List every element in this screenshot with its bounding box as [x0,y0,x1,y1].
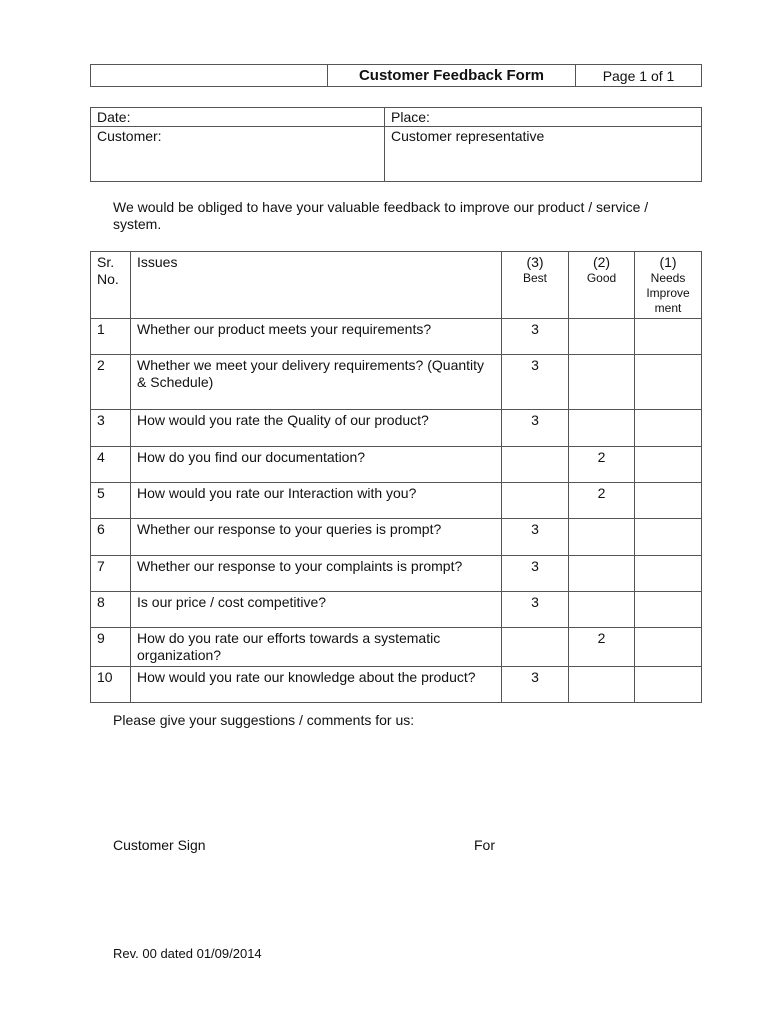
info-block [90,107,702,182]
intro-text: We would be obliged to have your valuable feedback to improve our product / service / system. [113,199,649,232]
good-rating-cell[interactable] [569,355,635,410]
suggestions-label: Please give your suggestions / comments for us: [113,712,415,728]
table-row [91,556,702,592]
table-row [91,410,702,447]
good-rating-cell[interactable] [569,556,635,592]
customer-sign-label: Customer Sign [113,837,206,853]
issue-text: Whether our response to your complaints is prompt? [131,556,502,592]
good-rating-cell[interactable] [569,319,635,355]
best-rating-cell[interactable]: 3 [502,410,569,447]
row-number: 5 [91,483,131,519]
best-rating-cell[interactable]: 3 [502,592,569,628]
good-rating-cell[interactable] [569,410,635,447]
issues-header: Issues [131,252,502,319]
best-header [502,252,569,319]
table-row [91,355,702,410]
good-rating-cell[interactable]: 2 [569,483,635,519]
good-rating-cell[interactable]: 2 [569,447,635,483]
best-rating-cell[interactable] [502,447,569,483]
needs-improvement-cell[interactable] [635,319,702,355]
needs-improvement-cell[interactable] [635,556,702,592]
place-field[interactable]: Place: [385,108,702,127]
best-rating-cell[interactable] [502,483,569,519]
best-rating-cell[interactable]: 3 [502,556,569,592]
issue-text: How do you rate our efforts towards a systematic organization? [131,628,502,667]
table-row [91,319,702,355]
row-number: 4 [91,447,131,483]
table-row [91,667,702,703]
best-number: (3) [526,254,544,270]
feedback-table [90,251,702,703]
good-number: (2) [592,254,611,270]
issue-text: Whether our response to your queries is prompt? [131,519,502,556]
good-rating-cell[interactable] [569,592,635,628]
issue-text: Is our price / cost competitive? [131,592,502,628]
row-number: 3 [91,410,131,447]
form-title: Customer Feedback Form [328,65,576,87]
needs-improvement-cell[interactable] [635,447,702,483]
revision-text: Rev. 00 dated 01/09/2014 [113,946,262,961]
table-row [91,519,702,556]
needs-improvement-cell[interactable] [635,355,702,410]
row-number: 2 [91,355,131,410]
best-label: Best [522,271,547,285]
best-rating-cell[interactable]: 3 [502,667,569,703]
needs-improvement-cell[interactable] [635,483,702,519]
issue-text: How do you find our documentation? [131,447,502,483]
best-rating-cell[interactable]: 3 [502,355,569,410]
needs-improvement-cell[interactable] [635,410,702,447]
needs-label: Needs Improve ment [646,271,690,315]
good-header [569,252,635,319]
date-field[interactable]: Date: [91,108,385,127]
needs-improvement-cell[interactable] [635,628,702,667]
row-number: 1 [91,319,131,355]
issue-text: Whether we meet your delivery requirements? (Quantity & Schedule) [131,355,502,410]
for-label: For [474,837,495,853]
table-row [91,592,702,628]
best-rating-cell[interactable]: 3 [502,319,569,355]
row-number: 7 [91,556,131,592]
table-row [91,483,702,519]
issue-text: How would you rate our Interaction with you? [131,483,502,519]
good-rating-cell[interactable] [569,667,635,703]
needs-number: (1) [659,254,677,270]
needs-improvement-cell[interactable] [635,592,702,628]
customer-field[interactable]: Customer: [91,127,385,182]
header-blank-cell [91,65,328,87]
table-row [91,628,702,667]
table-header-row [91,252,702,319]
issue-text: How would you rate our knowledge about the product? [131,667,502,703]
good-label: Good [586,271,617,285]
row-number: 10 [91,667,131,703]
customer-rep-field[interactable]: Customer representative [385,127,702,182]
best-rating-cell[interactable] [502,628,569,667]
issue-text: Whether our product meets your requirements? [131,319,502,355]
needs-header [635,252,702,319]
issue-text: How would you rate the Quality of our product? [131,410,502,447]
row-number: 9 [91,628,131,667]
row-number: 8 [91,592,131,628]
needs-improvement-cell[interactable] [635,519,702,556]
sr-no-header: Sr. No. [91,252,131,319]
needs-improvement-cell[interactable] [635,667,702,703]
page-number: Page 1 of 1 [576,65,702,87]
form-header [90,64,702,87]
good-rating-cell[interactable]: 2 [569,628,635,667]
best-rating-cell[interactable]: 3 [502,519,569,556]
good-rating-cell[interactable] [569,519,635,556]
table-row [91,447,702,483]
row-number: 6 [91,519,131,556]
